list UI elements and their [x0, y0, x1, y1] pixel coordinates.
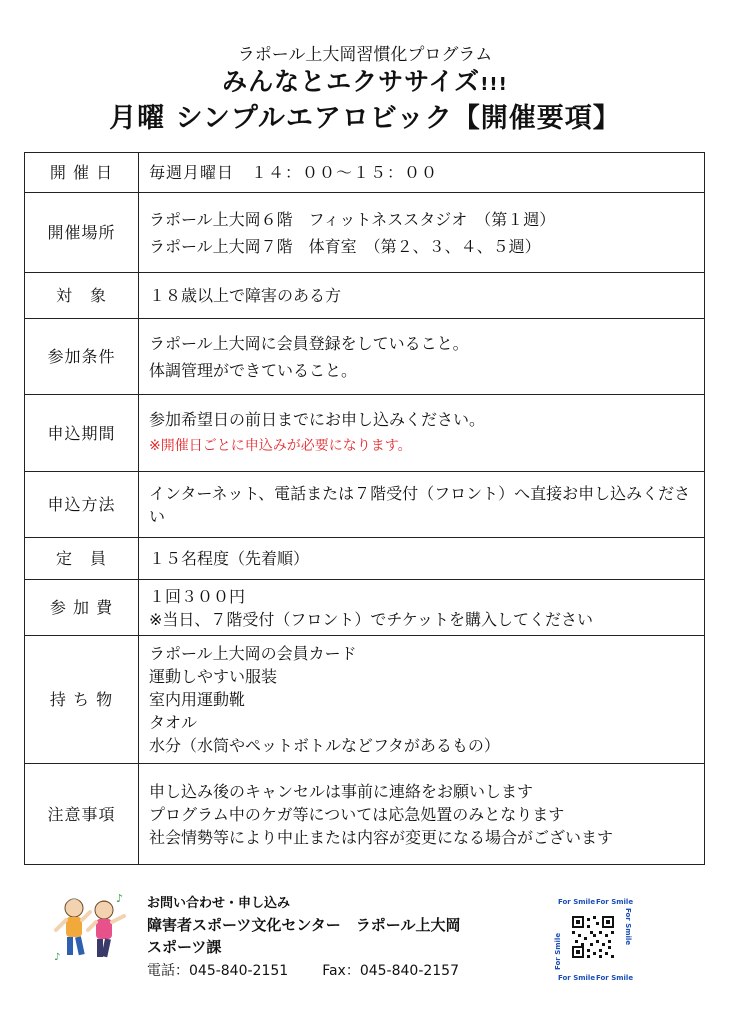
row-text: 水分（水筒やペットボトルなどフタがあるもの） — [149, 736, 500, 755]
row-text: タオル — [149, 713, 198, 732]
row-content — [139, 472, 705, 538]
row-content — [139, 580, 705, 636]
row-label: 開催場所 — [25, 193, 139, 273]
row-text: 運動しやすい服装 — [149, 667, 278, 686]
row-content — [139, 538, 705, 580]
row-label: 持 ち 物 — [25, 636, 139, 764]
row-label: 申込方法 — [25, 472, 139, 538]
exercising-seniors-illustration — [52, 890, 130, 972]
qr-caption-top-2: For Smile — [596, 898, 634, 906]
program-subtitle: ラポール上大岡習慣化プログラム — [237, 45, 493, 65]
row-content — [139, 319, 705, 395]
center-name: 障害者スポーツ文化センター ラポール上大岡 — [147, 916, 461, 934]
row-text: ラポール上大岡の会員カード — [149, 644, 357, 663]
svg-text:♪: ♪ — [116, 892, 124, 905]
row-content — [139, 764, 705, 865]
row-content — [139, 273, 705, 319]
row-label: 参 加 費 — [25, 580, 139, 636]
table-row — [25, 193, 705, 273]
row-text: １８歳以上で障害のある方 — [149, 286, 342, 305]
row-text: ラポール上大岡７階 体育室 （第２、３、４、５週） — [149, 236, 541, 256]
table-row — [25, 472, 705, 538]
table-row — [25, 319, 705, 395]
table-row — [25, 580, 705, 636]
row-text: 毎週月曜日 １４：００～１５：００ — [149, 163, 439, 182]
row-text: 参加希望日の前日までにお申し込みください。 — [149, 410, 486, 429]
table-row — [25, 538, 705, 580]
table-row — [25, 395, 705, 472]
qr-caption-bottom: For Smile — [558, 974, 596, 982]
phone-number: 電話：045-840-2151 — [147, 963, 289, 979]
table-row — [25, 153, 705, 193]
row-content — [139, 636, 705, 764]
row-text: １回３００円 — [149, 586, 246, 606]
row-text: ※当日、７階受付（フロント）でチケットを購入してください — [149, 609, 593, 629]
row-text: 社会情勢等により中止または内容が変更になる場合がございます — [149, 827, 614, 847]
row-content — [139, 153, 705, 193]
row-text: 体調管理ができていること。 — [149, 360, 358, 380]
contact-info — [147, 894, 461, 984]
qr-code[interactable] — [552, 894, 634, 982]
row-label: 参加条件 — [25, 319, 139, 395]
warning-note: ※開催日ごとに申込みが必要になります。 — [149, 438, 412, 454]
document-header — [0, 44, 730, 137]
qr-caption-right: For Smile — [624, 908, 632, 946]
info-table — [24, 152, 705, 865]
table-row — [25, 273, 705, 319]
row-text: ラポール上大岡６階 フィットネススタジオ （第１週） — [149, 209, 556, 229]
row-label: 注意事項 — [25, 764, 139, 865]
row-label: 開 催 日 — [25, 153, 139, 193]
row-text: ラポール上大岡に会員登録をしていること。 — [149, 333, 469, 353]
table-row — [25, 636, 705, 764]
program-title-text: みんなとエクササイズ — [222, 67, 481, 96]
program-title-exclaim: !!! — [480, 74, 508, 95]
contact-footer — [0, 888, 730, 998]
program-title — [0, 66, 730, 101]
row-content — [139, 193, 705, 273]
qr-caption-bottom-2: For Smile — [596, 974, 634, 982]
row-text: インターネット、電話または７階受付（フロント）へ直接お申し込みください — [149, 483, 691, 526]
inquiry-heading: お問い合わせ・申し込み — [147, 896, 291, 911]
svg-text:♪: ♪ — [54, 952, 61, 963]
fax-number: Fax：045-840-2157 — [322, 963, 459, 979]
row-text: プログラム中のケガ等については応急処置のみとなります — [149, 804, 565, 824]
row-label: 対 象 — [25, 273, 139, 319]
row-label: 定 員 — [25, 538, 139, 580]
row-text: 申し込み後のキャンセルは事前に連絡をお願いします — [149, 781, 534, 801]
row-text: １５名程度（先着順） — [149, 549, 310, 568]
qr-caption-left: For Smile — [554, 932, 562, 970]
row-content — [139, 395, 705, 472]
qr-caption-top: For Smile — [558, 898, 596, 906]
phone-fax-line — [147, 958, 461, 984]
row-label: 申込期間 — [25, 395, 139, 472]
program-heading: 月曜 シンプルエアロビック【開催要項】 — [109, 103, 621, 134]
table-row — [25, 764, 705, 865]
row-text: 室内用運動靴 — [149, 690, 246, 709]
department-name: スポーツ課 — [147, 938, 222, 956]
